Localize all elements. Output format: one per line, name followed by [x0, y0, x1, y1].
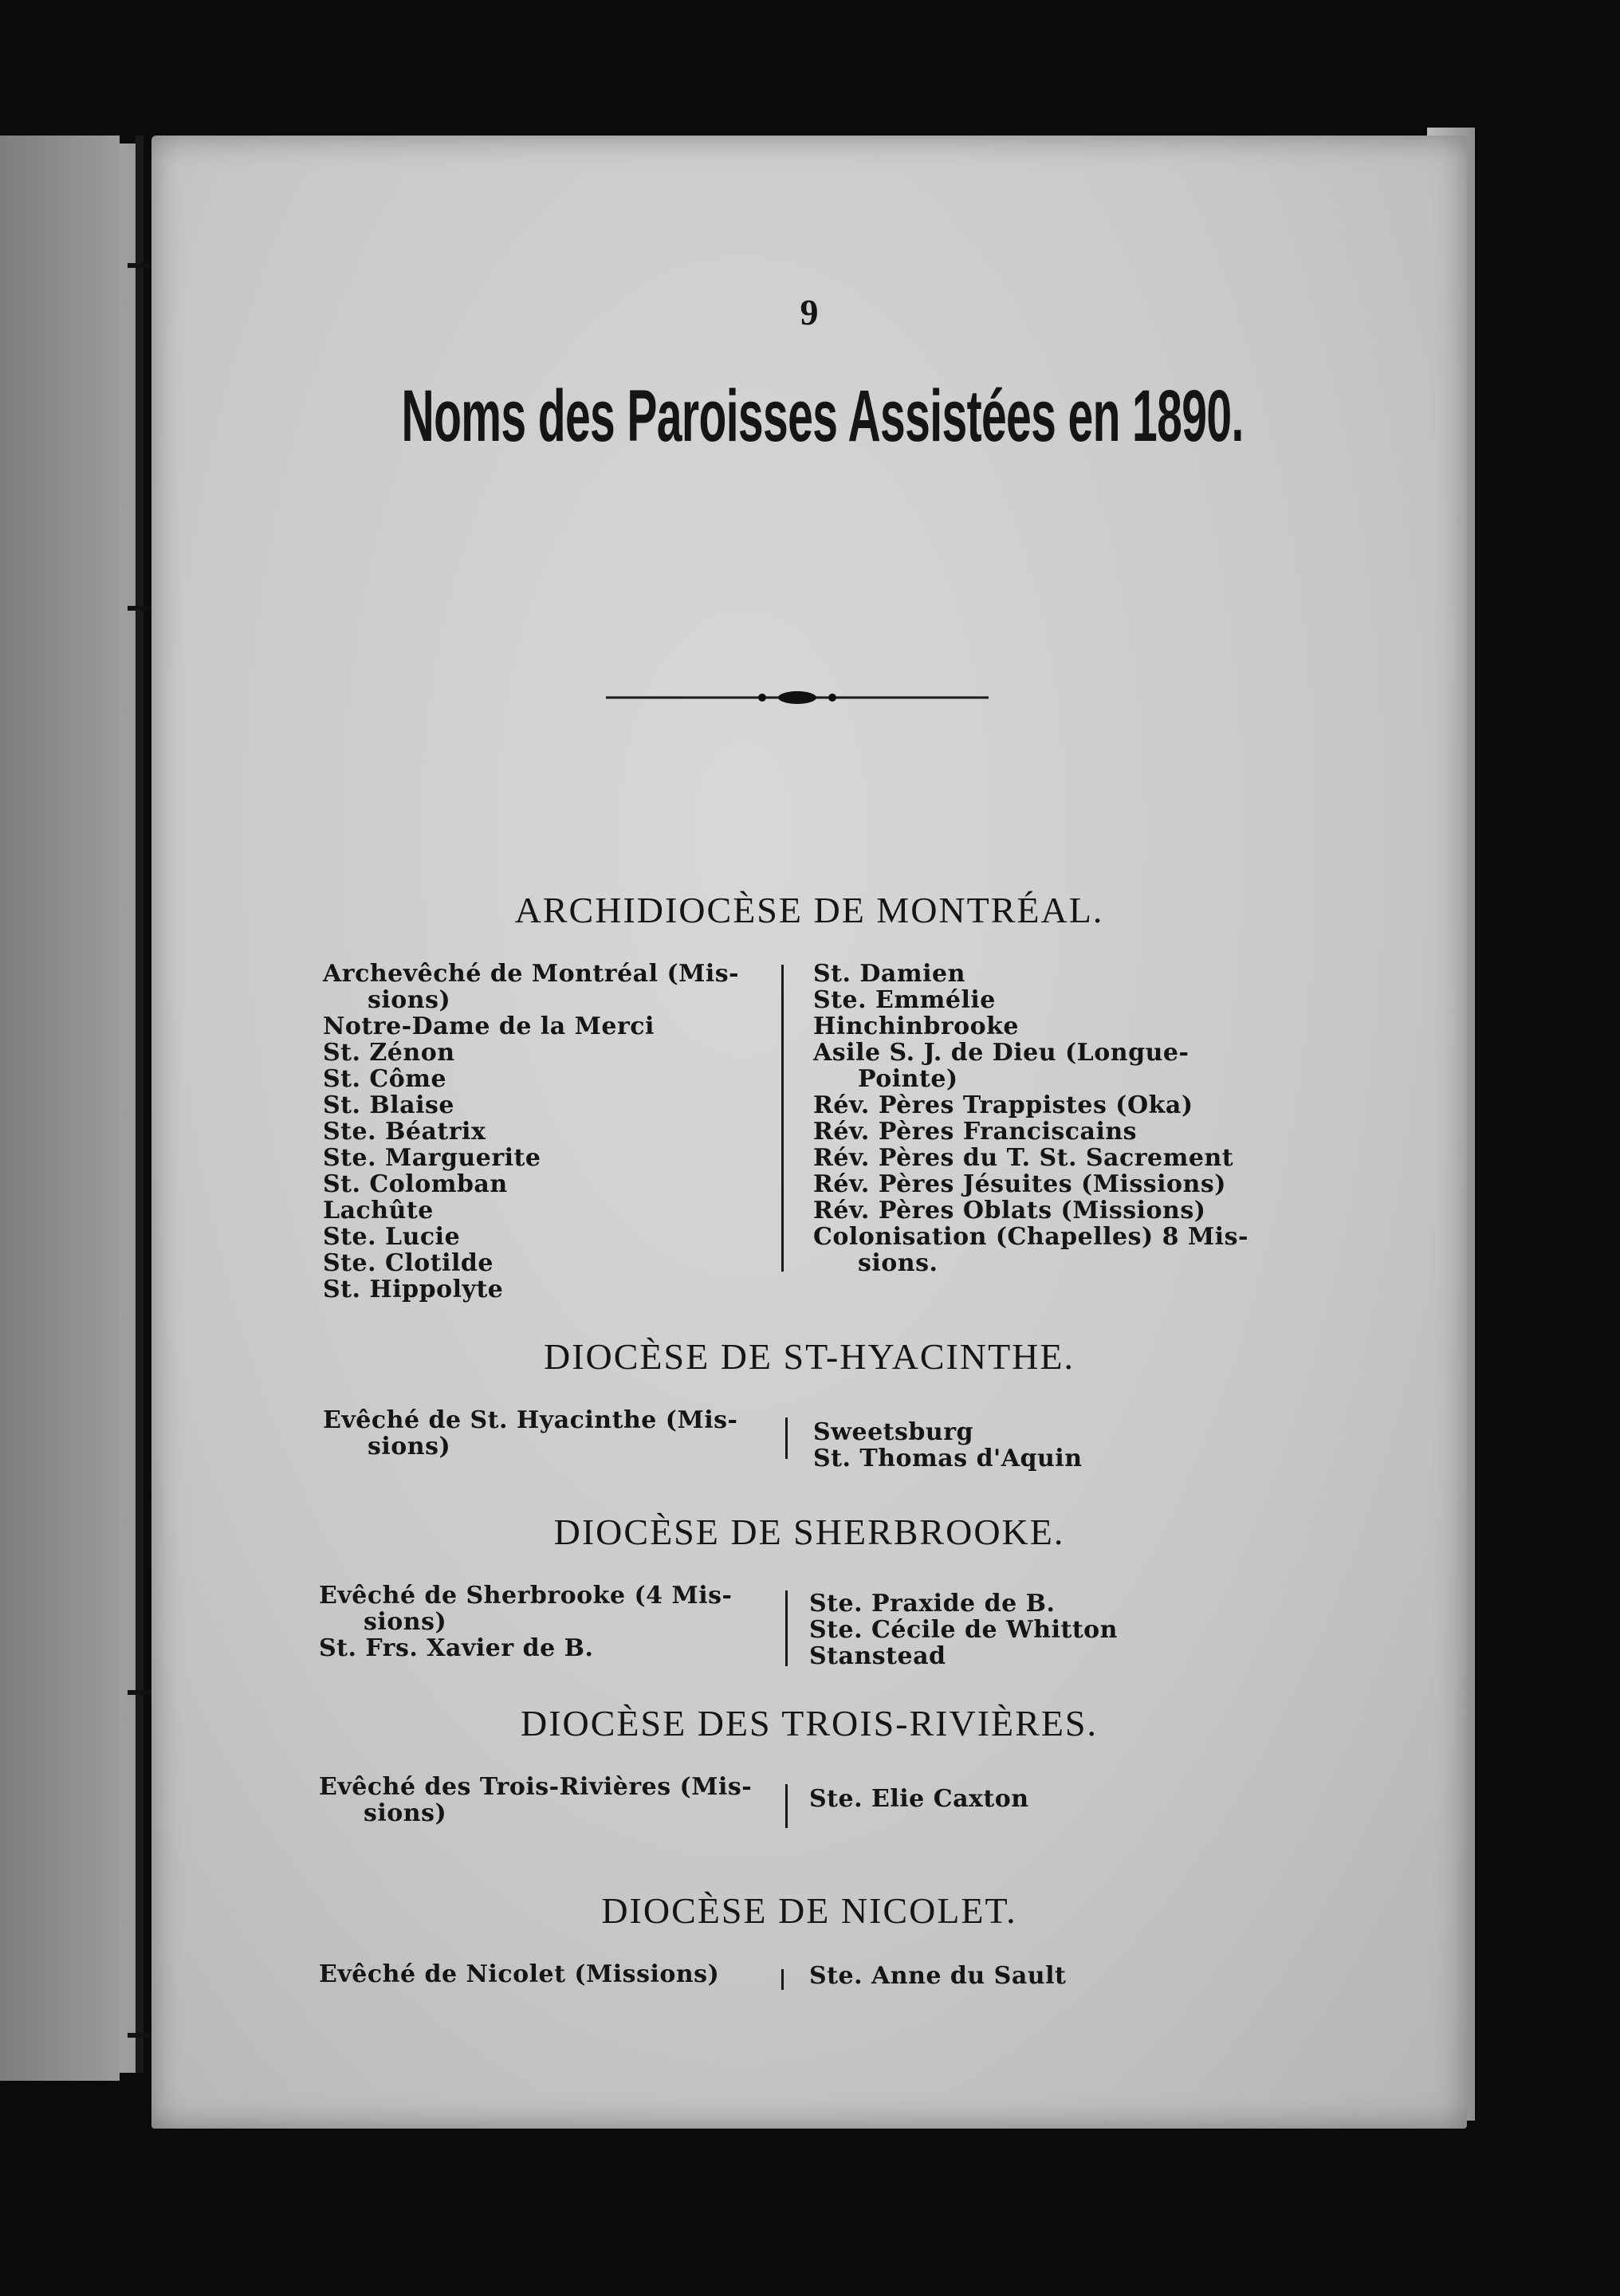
parish-entry: Notre-Dame de la Merci [323, 1012, 655, 1040]
parish-entry: Ste. Béatrix [323, 1118, 486, 1146]
parish-list-sherbrooke-left [319, 1582, 732, 1661]
parish-list-montreal-right [813, 961, 1248, 1276]
parish-entry: Rév. Pères du T. St. Sacrement [813, 1144, 1234, 1172]
ornamental-rule [606, 686, 989, 710]
parish-entry: St. Damien [813, 960, 965, 988]
section-heading-montreal: ARCHIDIOCÈSE DE MONTRÉAL. [514, 890, 1104, 930]
parish-list-montreal-left [323, 961, 739, 1303]
parish-entry: St. Côme [323, 1065, 447, 1093]
parish-entry: Ste. Emmélie [813, 986, 996, 1014]
parish-entry: St. Thomas d'Aquin [813, 1445, 1083, 1472]
book-spine [136, 136, 144, 2073]
parish-entry: Sweetsburg [813, 1418, 973, 1446]
parish-entry: St. Blaise [323, 1091, 454, 1119]
parish-entry: Evêché de Nicolet (Missions) [319, 1960, 720, 1988]
section-heading-trois-rivieres: DIOCÈSE DES TROIS-RIVIÈRES. [520, 1703, 1098, 1744]
parish-list-st-hyacinthe-left [323, 1407, 737, 1460]
binding-stitch [128, 2033, 155, 2038]
binding-stitch [128, 1690, 155, 1695]
binding-stitch [128, 606, 155, 611]
parish-entry: Asile S. J. de Dieu (Longue- Pointe) [813, 1039, 1189, 1093]
page-title: Noms des Paroisses Assistées en 1890. [401, 375, 1244, 457]
parish-entry: Rév. Pères Jésuites (Missions) [813, 1170, 1226, 1198]
column-divider [785, 1590, 788, 1666]
parish-list-trois-rivieres-left [319, 1774, 752, 1826]
parish-entry: Evêché de St. Hyacinthe (Mis- sions) [323, 1406, 738, 1461]
page-number: 9 [800, 292, 819, 332]
parish-entry: Ste. Anne du Sault [809, 1962, 1067, 1990]
parish-entry: Ste. Cécile de Whitton [809, 1616, 1118, 1644]
parish-entry: Lachûte [323, 1197, 434, 1225]
parish-entry: Stanstead [809, 1642, 946, 1670]
parish-entry: Archevêché de Montréal (Mis- sions) [323, 960, 740, 1014]
parish-entry: Colonisation (Chapelles) 8 Mis- sions. [813, 1223, 1248, 1277]
parish-entry: St. Zénon [323, 1039, 455, 1067]
parish-list-nicolet-right [809, 1963, 1066, 1989]
parish-list-st-hyacinthe-right [813, 1419, 1083, 1472]
column-divider [785, 1417, 788, 1459]
parish-entry: Hinchinbrooke [813, 1012, 1020, 1040]
section-heading-st-hyacinthe: DIOCÈSE DE ST-HYACINTHE. [543, 1336, 1075, 1377]
parish-entry: Ste. Marguerite [323, 1144, 541, 1172]
binding-stitch [128, 263, 155, 268]
section-heading-sherbrooke: DIOCÈSE DE SHERBROOKE. [553, 1512, 1065, 1552]
parish-entry: Ste. Praxide de B. [809, 1590, 1056, 1618]
parish-list-nicolet-left [319, 1961, 719, 1987]
parish-entry: Rév. Pères Oblats (Missions) [813, 1197, 1206, 1225]
parish-entry: Ste. Elie Caxton [809, 1785, 1029, 1813]
parish-list-trois-rivieres-right [809, 1786, 1029, 1812]
parish-entry: Evêché des Trois-Rivières (Mis- sions) [319, 1773, 753, 1827]
column-divider [781, 1969, 784, 1990]
column-divider [785, 1784, 788, 1828]
parish-entry: Ste. Clotilde [323, 1249, 493, 1277]
section-heading-nicolet: DIOCÈSE DE NICOLET. [601, 1890, 1017, 1931]
parish-entry: Evêché de Sherbrooke (4 Mis- sions) [319, 1582, 733, 1636]
column-divider [781, 965, 784, 1272]
left-page-shadow [0, 136, 120, 2081]
parish-entry: St. Colomban [323, 1170, 508, 1198]
parish-list-sherbrooke-right [809, 1590, 1118, 1669]
parish-entry: Rév. Pères Franciscains [813, 1118, 1138, 1146]
parish-entry: St. Frs. Xavier de B. [319, 1634, 594, 1662]
parish-entry: St. Hippolyte [323, 1276, 504, 1303]
document-page [151, 136, 1467, 2129]
parish-entry: Rév. Pères Trappistes (Oka) [813, 1091, 1193, 1119]
parish-entry: Ste. Lucie [323, 1223, 461, 1251]
